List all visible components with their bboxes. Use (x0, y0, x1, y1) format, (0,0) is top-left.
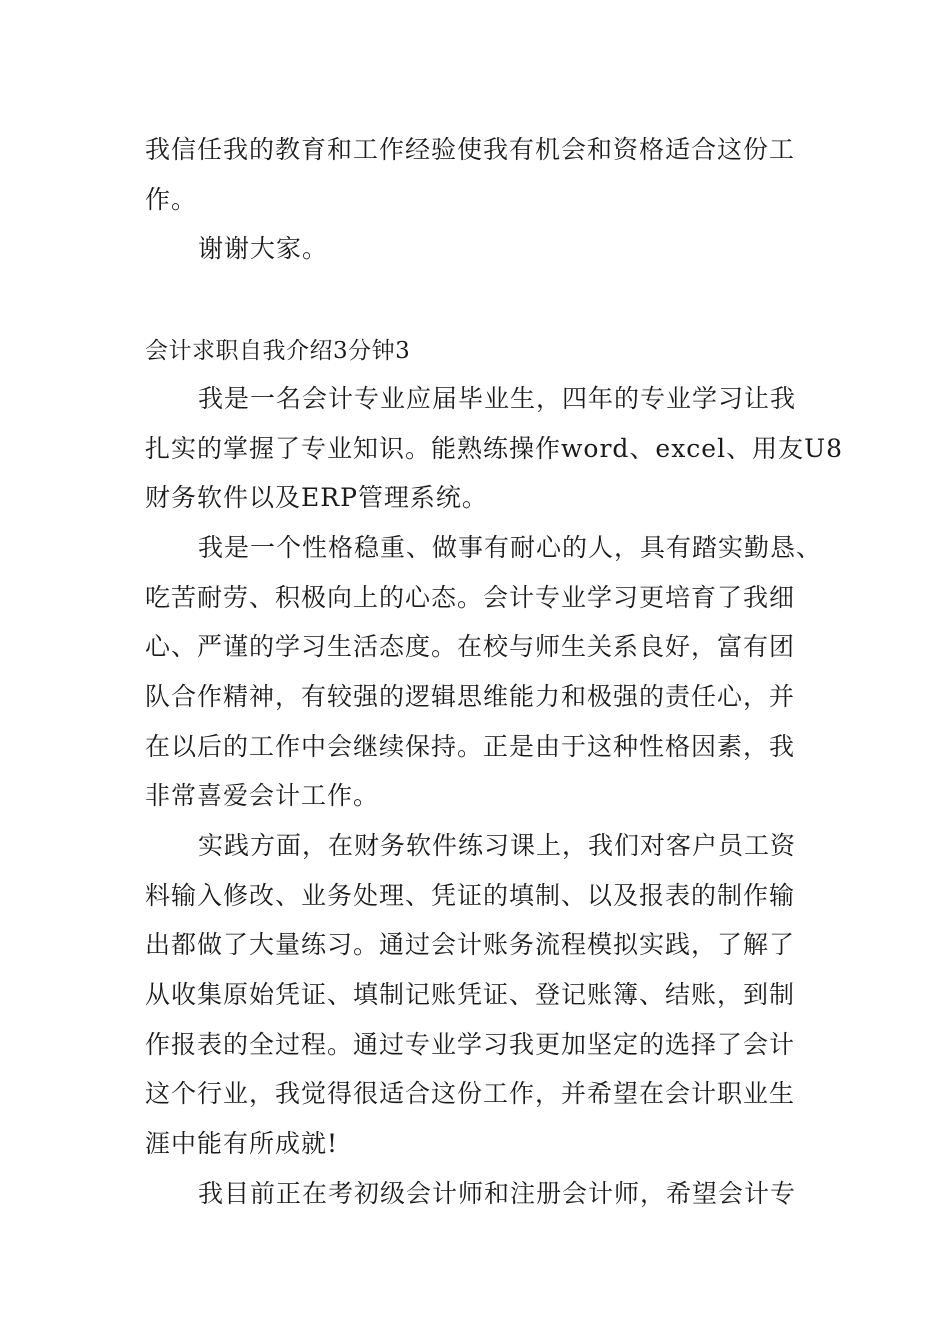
thanks-text: 谢谢大家。 (198, 234, 329, 263)
body-text-line: 非常喜爱会计工作。 (145, 781, 380, 810)
body-text-line: 在以后的工作中会继续保持。正是由于这种性格因素，我 (145, 732, 796, 761)
body-text-line: 吃苦耐劳、积极向上的心态。会计专业学习更培育了我细 (145, 583, 796, 612)
body-text-line: 心、严谨的学习生活态度。在校与师生关系良好，富有团 (145, 632, 796, 661)
body-text-line: 我信任我的教育和工作经验使我有机会和资格适合这份工 (145, 135, 796, 164)
body-text-line: 作报表的全过程。通过专业学习我更加坚定的选择了会计 (145, 1030, 796, 1059)
body-text-line: 扎实的掌握了专业知识。能熟练操作word、excel、用友U8 (145, 434, 844, 463)
body-text-line: 我目前正在考初级会计师和注册会计师，希望会计专 (198, 1179, 797, 1208)
body-text-line: 我是一名会计专业应届毕业生，四年的专业学习让我 (198, 384, 797, 413)
body-text-line: 出都做了大量练习。通过会计账务流程模拟实践，了解了 (145, 930, 796, 959)
body-text-line: 财务软件以及ERP管理系统。 (145, 483, 488, 512)
body-text-line: 涯中能有所成就! (145, 1129, 339, 1158)
section-title: 会计求职自我介绍3分钟3 (145, 338, 411, 364)
body-text-line: 这个行业，我觉得很适合这份工作，并希望在会计职业生 (145, 1079, 796, 1108)
body-text-line: 我是一个性格稳重、做事有耐心的人，具有踏实勤恳、 (198, 533, 823, 562)
body-text-line: 队合作精神，有较强的逻辑思维能力和极强的责任心，并 (145, 682, 796, 711)
body-text-line: 料输入修改、业务处理、凭证的填制、以及报表的制作输 (145, 881, 796, 910)
body-text-line: 从收集原始凭证、填制记账凭证、登记账簿、结账，到制 (145, 980, 796, 1009)
body-text-line: 作。 (145, 185, 198, 214)
body-text-line: 实践方面，在财务软件练习课上，我们对客户员工资 (198, 831, 797, 860)
